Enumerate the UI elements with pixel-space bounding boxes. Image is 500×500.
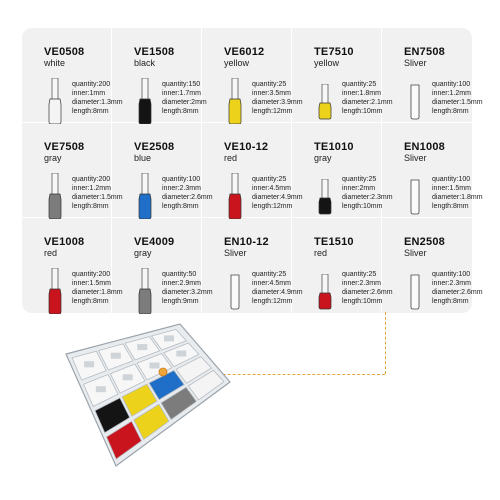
spec-length: length:8mm (72, 298, 109, 305)
ferrule-code: EN2508 (404, 236, 445, 248)
spec-diameter: diameter:2.6mm (432, 289, 483, 296)
ferrule-icon (224, 173, 246, 219)
ferrule-metal-tube (322, 274, 328, 294)
ferrule-icon (134, 268, 156, 314)
ferrule-bare-tube (411, 180, 419, 214)
ferrule-color: gray (134, 248, 152, 258)
ferrule-bare-tube (411, 85, 419, 119)
ferrule-icon (224, 274, 246, 310)
organizer-highlight-marker (159, 368, 167, 376)
ferrule-code: TE1010 (314, 141, 354, 153)
spec-diameter: diameter:2.3mm (342, 194, 393, 201)
ferrule-spec-card (202, 28, 303, 123)
ferrule-metal-tube (52, 78, 58, 100)
spec-quantity: quantity:25 (342, 176, 377, 183)
spec-quantity: quantity:200 (72, 271, 111, 278)
spec-length: length:8mm (72, 203, 109, 210)
spec-diameter: diameter:4.9mm (252, 194, 303, 201)
ferrule-color: red (44, 248, 58, 258)
ferrule-color: red (314, 248, 328, 258)
spec-inner: inner:1.7mm (162, 90, 201, 97)
ferrule-icon (404, 84, 426, 120)
spec-quantity: quantity:25 (252, 81, 287, 88)
ferrule-spec-card (382, 218, 483, 313)
ferrule-code: EN1008 (404, 141, 445, 153)
ferrule-color: yellow (224, 58, 250, 68)
spec-length: length:9mm (162, 298, 199, 305)
spec-length: length:8mm (162, 203, 199, 210)
ferrule-icon (404, 179, 426, 215)
ferrule-insulation-collar (49, 99, 61, 124)
spec-inner: inner:1.5mm (432, 185, 471, 192)
spec-quantity: quantity:150 (162, 81, 201, 88)
spec-length: length:10mm (342, 203, 383, 210)
spec-quantity: quantity:100 (162, 176, 201, 183)
ferrule-insulation-collar (229, 194, 241, 219)
ferrule-code: VE0508 (44, 46, 85, 58)
ferrule-insulation-collar (229, 99, 241, 124)
ferrule-code: VE4009 (134, 236, 175, 248)
ferrule-metal-tube (52, 173, 58, 195)
ferrule-insulation-collar (139, 289, 151, 314)
spec-diameter: diameter:4.9mm (252, 289, 303, 296)
ferrule-color: Sliver (224, 248, 247, 258)
ferrule-spec-grid (22, 28, 483, 313)
ferrule-color: white (44, 58, 66, 68)
ferrule-specs (432, 175, 483, 211)
spec-inner: inner:1.2mm (432, 90, 471, 97)
ferrule-insulation-collar (319, 198, 331, 214)
ferrule-metal-tube (232, 78, 238, 100)
ferrule-specs (162, 80, 207, 116)
ferrule-code: VE2508 (134, 141, 175, 153)
spec-diameter: diameter:2.6mm (342, 289, 393, 296)
spec-length: length:8mm (432, 108, 469, 115)
ferrule-insulation-collar (49, 289, 61, 314)
spec-diameter: diameter:1.5mm (432, 99, 483, 106)
spec-quantity: quantity:100 (432, 176, 471, 183)
organizer-label-card (137, 344, 147, 350)
organizer-label-card (111, 353, 121, 359)
ferrule-specs (432, 80, 483, 116)
spec-diameter: diameter:1.8mm (432, 194, 483, 201)
ferrule-icon (44, 268, 66, 314)
ferrule-spec-card (112, 123, 213, 218)
ferrule-metal-tube (142, 78, 148, 100)
spec-quantity: quantity:200 (72, 81, 111, 88)
spec-diameter: diameter:2mm (162, 99, 207, 106)
spec-length: length:12mm (252, 298, 293, 305)
ferrule-spec-card (382, 123, 483, 218)
ferrule-color: Sliver (404, 58, 427, 68)
spec-length: length:12mm (252, 203, 293, 210)
ferrule-code: VE6012 (224, 46, 265, 58)
organizer-label-card (84, 361, 94, 367)
ferrule-insulation-collar (319, 293, 331, 309)
ferrule-color: blue (134, 153, 152, 163)
ferrule-code: VE10-12 (224, 141, 269, 153)
spec-inner: inner:4.5mm (252, 185, 291, 192)
spec-quantity: quantity:25 (342, 271, 377, 278)
ferrule-color: Sliver (404, 248, 427, 258)
ferrule-code: VE1008 (44, 236, 85, 248)
ferrule-metal-tube (322, 84, 328, 104)
ferrule-icon (314, 274, 336, 310)
ferrule-icon (314, 84, 336, 120)
spec-quantity: quantity:200 (72, 176, 111, 183)
ferrule-specs (432, 270, 483, 306)
ferrule-icon (224, 78, 246, 124)
spec-quantity: quantity:25 (342, 81, 377, 88)
ferrule-spec-card (202, 123, 303, 218)
spec-length: length:10mm (342, 108, 383, 115)
organizer-label-card (150, 363, 160, 369)
ferrule-code: EN10-12 (224, 236, 269, 248)
ferrule-insulation-collar (139, 99, 151, 124)
ferrule-icon (404, 274, 426, 310)
ferrule-color: black (134, 58, 156, 68)
spec-length: length:8mm (72, 108, 109, 115)
spec-inner: inner:2.3mm (162, 185, 201, 192)
ferrule-code: VE7508 (44, 141, 85, 153)
spec-length: length:12mm (252, 108, 293, 115)
ferrule-color: yellow (314, 58, 340, 68)
ferrule-metal-tube (232, 173, 238, 195)
organizer-label-card (123, 374, 133, 380)
spec-length: length:8mm (432, 298, 469, 305)
ferrule-color: red (224, 153, 238, 163)
spec-diameter: diameter:3.2mm (162, 289, 213, 296)
ferrule-spec-card (112, 218, 213, 313)
spec-length: length:8mm (162, 108, 199, 115)
ferrule-icon (134, 78, 156, 124)
ferrule-metal-tube (142, 173, 148, 195)
ferrule-icon (44, 78, 66, 124)
organizer-label-card (176, 351, 186, 357)
ferrule-spec-card (292, 28, 393, 123)
ferrule-metal-tube (142, 268, 148, 290)
ferrule-color: Sliver (404, 153, 427, 163)
spec-length: length:10mm (342, 298, 383, 305)
ferrule-code: TE1510 (314, 236, 354, 248)
spec-inner: inner:1mm (72, 90, 106, 97)
spec-diameter: diameter:1.3mm (72, 99, 123, 106)
spec-diameter: diameter:1.5mm (72, 194, 123, 201)
ferrule-code: TE7510 (314, 46, 354, 58)
organizer-label-card (96, 386, 106, 392)
spec-diameter: diameter:3.9mm (252, 99, 303, 106)
spec-inner: inner:1.8mm (342, 90, 381, 97)
spec-quantity: quantity:100 (432, 271, 471, 278)
spec-quantity: quantity:50 (162, 271, 197, 278)
ferrule-spec-card (202, 218, 303, 313)
spec-inner: inner:2.3mm (342, 280, 381, 287)
organizer-label-card (164, 335, 174, 341)
ferrule-metal-tube (52, 268, 58, 290)
spec-inner: inner:4.5mm (252, 280, 291, 287)
ferrule-spec-card (112, 28, 207, 123)
ferrule-spec-card (382, 28, 483, 123)
ferrule-spec-card (22, 123, 123, 218)
ferrule-spec-card (22, 28, 123, 123)
spec-quantity: quantity:25 (252, 271, 287, 278)
spec-diameter: diameter:2.1mm (342, 99, 393, 106)
terminal-organizer-box (62, 320, 234, 470)
spec-inner: inner:2.3mm (432, 280, 471, 287)
ferrule-insulation-collar (319, 103, 331, 119)
ferrule-spec-card (292, 123, 393, 218)
spec-length: length:8mm (432, 203, 469, 210)
spec-diameter: diameter:2.6mm (162, 194, 213, 201)
ferrule-color: gray (44, 153, 62, 163)
spec-inner: inner:1.5mm (72, 280, 111, 287)
ferrule-icon (314, 179, 336, 215)
spec-diameter: diameter:1.8mm (72, 289, 123, 296)
spec-inner: inner:2mm (342, 185, 376, 192)
callout-line-vertical (385, 312, 386, 374)
spec-quantity: quantity:25 (252, 176, 287, 183)
ferrule-metal-tube (322, 179, 328, 199)
spec-inner: inner:2.9mm (162, 280, 201, 287)
ferrule-insulation-collar (139, 194, 151, 219)
ferrule-icon (44, 173, 66, 219)
ferrule-bare-tube (231, 275, 239, 309)
spec-inner: inner:3.5mm (252, 90, 291, 97)
spec-inner: inner:1.2mm (72, 185, 111, 192)
ferrule-code: EN7508 (404, 46, 445, 58)
ferrule-bare-tube (411, 275, 419, 309)
ferrule-spec-card (22, 218, 123, 313)
ferrule-icon (134, 173, 156, 219)
ferrule-insulation-collar (49, 194, 61, 219)
ferrule-color: gray (314, 153, 332, 163)
ferrule-code: VE1508 (134, 46, 175, 58)
ferrule-spec-card (292, 218, 393, 313)
spec-quantity: quantity:100 (432, 81, 471, 88)
